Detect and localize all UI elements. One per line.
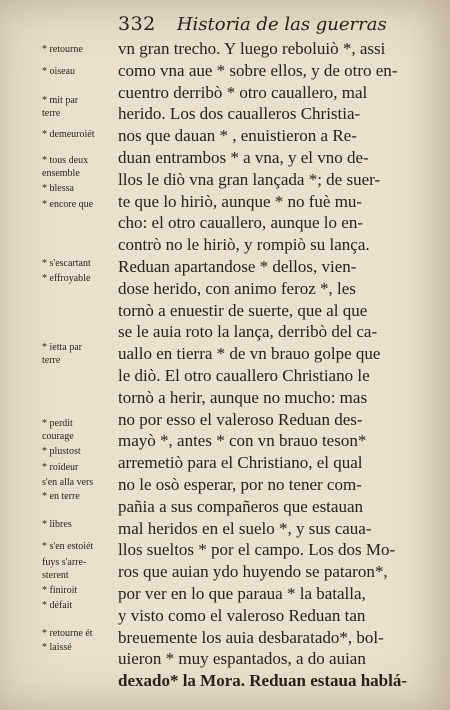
margin-note: * encore que [42, 199, 94, 210]
margin-note: * défait [42, 600, 73, 611]
margin-note: * oiseau [42, 66, 76, 77]
margin-note: terre [42, 355, 61, 366]
text-line: arremetiò para el Christiano, el qual [118, 453, 363, 473]
margin-notes [0, 0, 112, 710]
margin-note: ensemble [42, 168, 80, 179]
margin-note: courage [42, 431, 74, 442]
margin-note: * effroyable [42, 273, 91, 284]
margin-note: * finiroit [42, 585, 78, 596]
margin-note: * mit par [42, 95, 79, 106]
text-line: mayò *, antes * con vn brauo teson* [118, 431, 367, 451]
text-line: cuentro derribò * otro cauallero, mal [118, 82, 368, 102]
text-line: mal heridos en el suelo *, y sus caua- [118, 518, 372, 538]
text-line: ros que auian ydo huyendo se pataron*, [118, 562, 388, 582]
text-line: herido. Los dos caualleros Christia- [118, 104, 361, 124]
text-line: uieron * muy espantados, a do auian [118, 649, 366, 669]
margin-note: s'en alla vers [42, 477, 94, 488]
text-line: nos que dauan * , enuistieron a Re- [118, 126, 357, 146]
text-line: breuemente los auia desbaratado*, bol- [118, 627, 384, 647]
margin-note: * libres [42, 519, 72, 530]
text-line: se le auia roto la lança, derribò del ca- [118, 322, 378, 342]
text-line: como vna aue * sobre ellos, y de otro en- [118, 60, 398, 80]
text-line: cho: el otro cauallero, aunque lo en- [118, 213, 363, 233]
margin-note: * demeuroiét [42, 129, 95, 140]
text-line: no por esso el valeroso Reduan des- [118, 409, 363, 429]
margin-note: sterent [42, 570, 69, 581]
text-line: por ver en lo que paraua * la batalla, [118, 583, 366, 603]
text-line: llos le diò vna gran lançada *; de suer- [118, 169, 381, 189]
body-text [118, 38, 433, 692]
margin-note: fuys s'arre- [42, 557, 87, 568]
text-line: contrò no le hiriò, y rompiò su lança. [118, 235, 370, 255]
text-line: tornò a enuestir de suerte, que al que [118, 300, 368, 320]
text-line: dose herido, con animo feroz *, les [118, 278, 356, 298]
margin-note: * en terre [42, 491, 80, 502]
text-line: no le osò esperar, por no tener com- [118, 474, 362, 494]
text-line: llos sueltos * por el campo. Los dos Mo- [118, 540, 396, 560]
margin-note: * laissé [42, 642, 72, 653]
running-title: Historia de las guerras [176, 14, 387, 35]
margin-note: * retourne ét [42, 628, 93, 639]
text-line: uallo en tierra * de vn brauo golpe que [118, 344, 381, 364]
margin-note: * plustost [42, 446, 81, 457]
margin-note: terre [42, 108, 61, 119]
text-line: vn gran trecho. Y luego reboluiò *, assi [118, 39, 386, 58]
margin-note: * perdit [42, 418, 73, 429]
text-line: le diò. El otro cauallero Christiano le [118, 365, 370, 385]
margin-note: * retourne [42, 44, 83, 55]
text-line: pañia a sus compañeros que estauan [118, 496, 363, 516]
text-line: y visto como el valeroso Reduan tan [118, 605, 366, 625]
text-line: te que lo hiriò, aunque * no fuè mu- [118, 191, 363, 211]
text-line: dexado* la Mora. Reduan estaua hablá- [118, 671, 408, 691]
margin-note: * roideur [42, 462, 79, 473]
text-line: tornò a herir, aunque no mucho: mas [118, 387, 368, 407]
text-line: Reduan apartandose * dellos, vien- [118, 256, 357, 276]
margin-note: * tous deux [42, 155, 89, 166]
page-header [118, 13, 438, 35]
margin-note: * ietta par [42, 342, 82, 353]
page-number: 332 [118, 13, 156, 35]
margin-note: * s'en estoiét [42, 541, 94, 552]
margin-note: * s'escartant [42, 258, 91, 269]
margin-note: * blessa [42, 183, 74, 194]
text-line: duan entrambos * a vna, y el vno de- [118, 147, 369, 167]
